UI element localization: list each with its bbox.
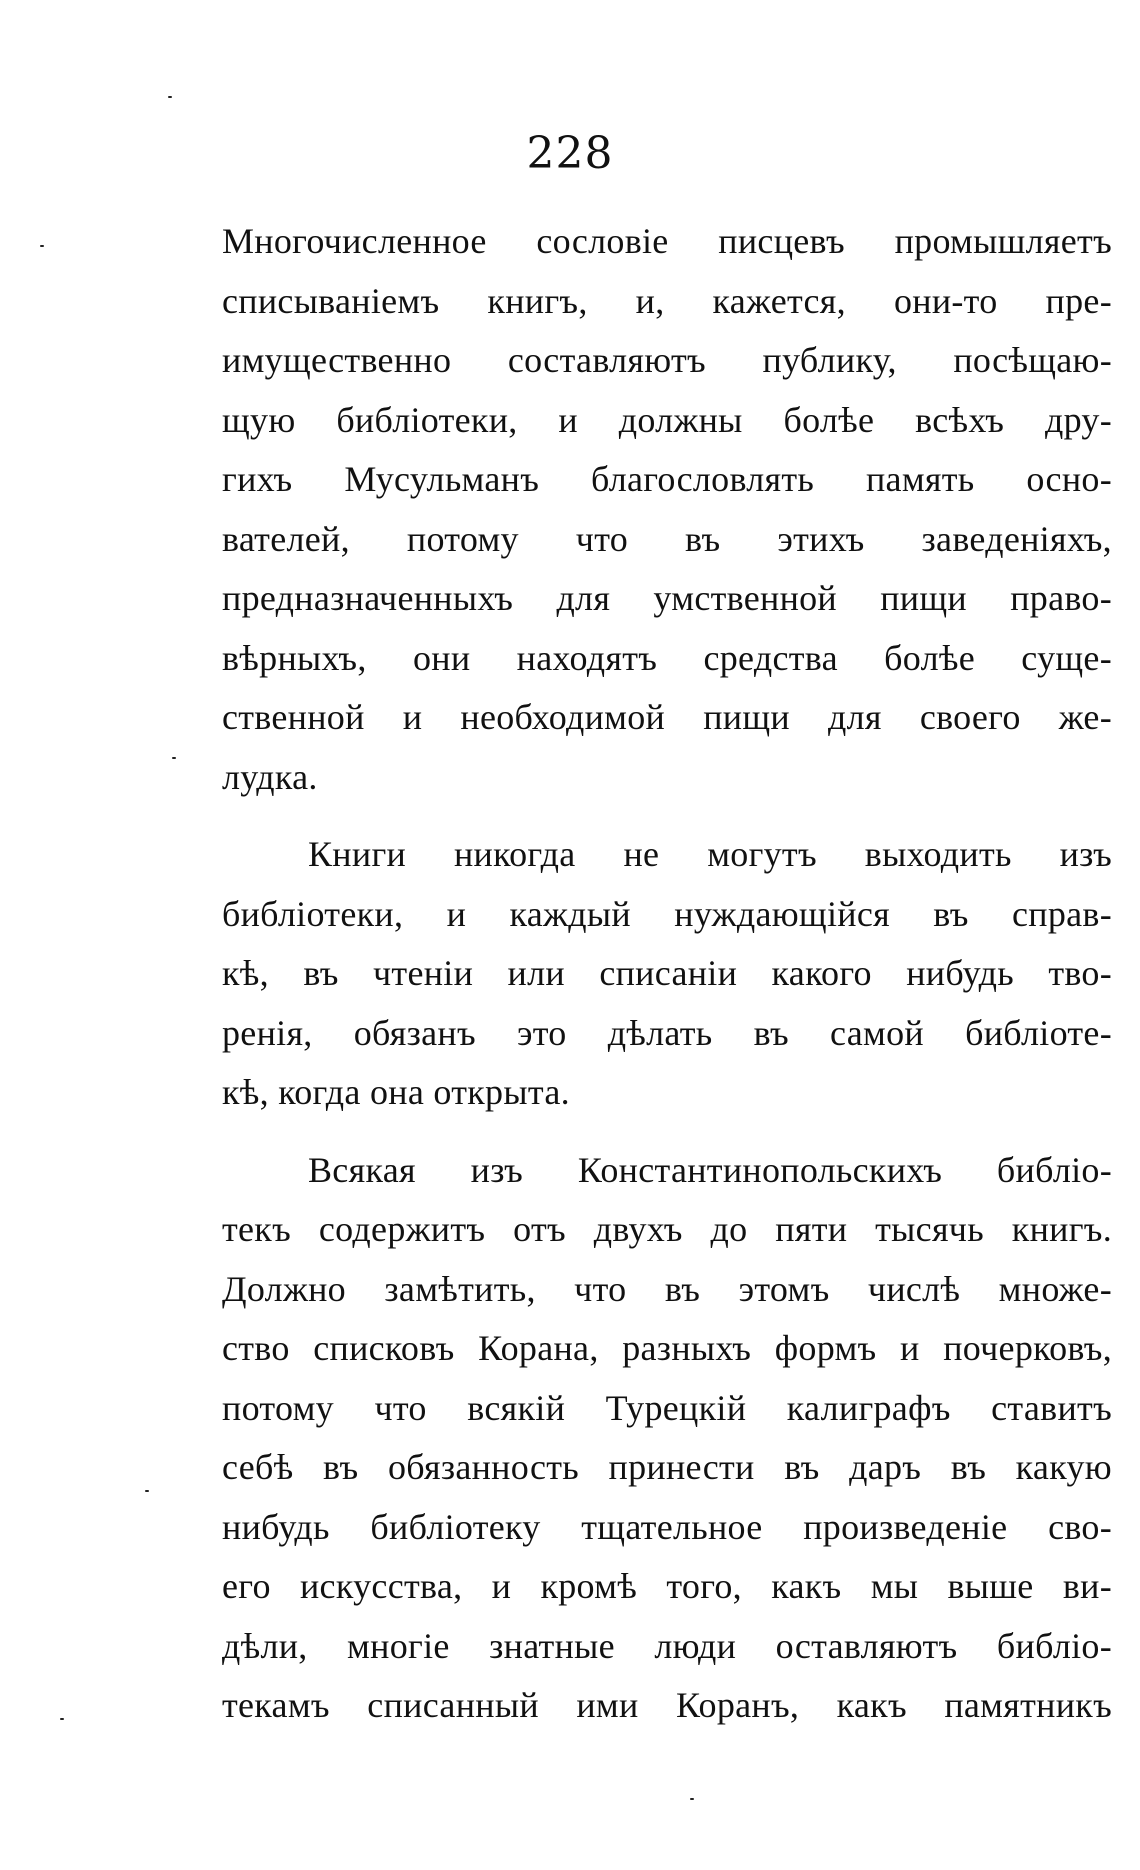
text-line: Должно замѣтить, что въ этомъ числѣ множе- bbox=[222, 1268, 1112, 1309]
body-text bbox=[222, 212, 1112, 1754]
scan-speck bbox=[690, 1798, 694, 1800]
text-line: имущественно составляютъ публику, посѣщаю- bbox=[222, 340, 1112, 380]
text-line: предназначенныхъ для умственной пищи право- bbox=[222, 578, 1112, 618]
text-line: кѣ, когда она открыта. bbox=[222, 1072, 570, 1112]
paragraph-1 bbox=[222, 212, 1112, 807]
text-line: списываніемъ книгъ, и, кажется, они-то пре- bbox=[222, 280, 1112, 321]
text-line: Книги никогда не могутъ выходить изъ bbox=[308, 834, 1112, 874]
text-line: кѣ, въ чтеніи или списаніи какого нибудь тво- bbox=[222, 953, 1112, 993]
scan-speck bbox=[145, 1490, 149, 1492]
scan-speck bbox=[168, 96, 172, 98]
page-number: 228 bbox=[526, 128, 614, 179]
text-line: ренія, обязанъ это дѣлать въ самой библіоте- bbox=[222, 1012, 1112, 1053]
text-line: ство списковъ Корана, разныхъ формъ и почерковъ, bbox=[222, 1328, 1112, 1368]
text-line: нибудь библіотеку тщательное произведеніе сво- bbox=[222, 1506, 1112, 1547]
text-line: потому что всякій Турецкій калиграфъ ставитъ bbox=[222, 1387, 1112, 1428]
text-line: вателей, потому что въ этихъ заведеніяхъ, bbox=[222, 518, 1112, 559]
scan-speck bbox=[60, 1718, 64, 1720]
paragraph-2 bbox=[222, 825, 1112, 1123]
text-line: дѣли, многіе знатные люди оставляютъ библіо- bbox=[222, 1625, 1112, 1666]
text-line: его искусства, и кромѣ того, какъ мы выше ви- bbox=[222, 1566, 1112, 1606]
text-line: Многочисленное сословіе писцевъ промышляетъ bbox=[222, 221, 1112, 261]
text-line: ственной и необходимой пищи для своего же- bbox=[222, 697, 1112, 737]
text-line: библіотеки, и каждый нуждающійся въ справ- bbox=[222, 893, 1112, 934]
text-line: текъ содержитъ отъ двухъ до пяти тысячь книгъ. bbox=[222, 1209, 1112, 1249]
text-line: текамъ списанный ими Коранъ, какъ памятникъ bbox=[222, 1685, 1112, 1725]
text-line: щую библіотеки, и должны болѣе всѣхъ дру- bbox=[222, 399, 1112, 440]
text-line: себѣ въ обязанность принести въ даръ въ какую bbox=[222, 1447, 1112, 1487]
paragraph-3 bbox=[222, 1141, 1112, 1736]
scan-speck bbox=[172, 757, 176, 759]
scan-speck bbox=[40, 245, 44, 247]
text-line: Всякая изъ Константинопольскихъ библіо- bbox=[308, 1149, 1112, 1190]
text-line: лудка. bbox=[222, 756, 318, 797]
text-line: гихъ Мусульманъ благословлять память осно- bbox=[222, 459, 1112, 499]
text-line: вѣрныхъ, они находятъ средства болѣе суще- bbox=[222, 637, 1112, 678]
